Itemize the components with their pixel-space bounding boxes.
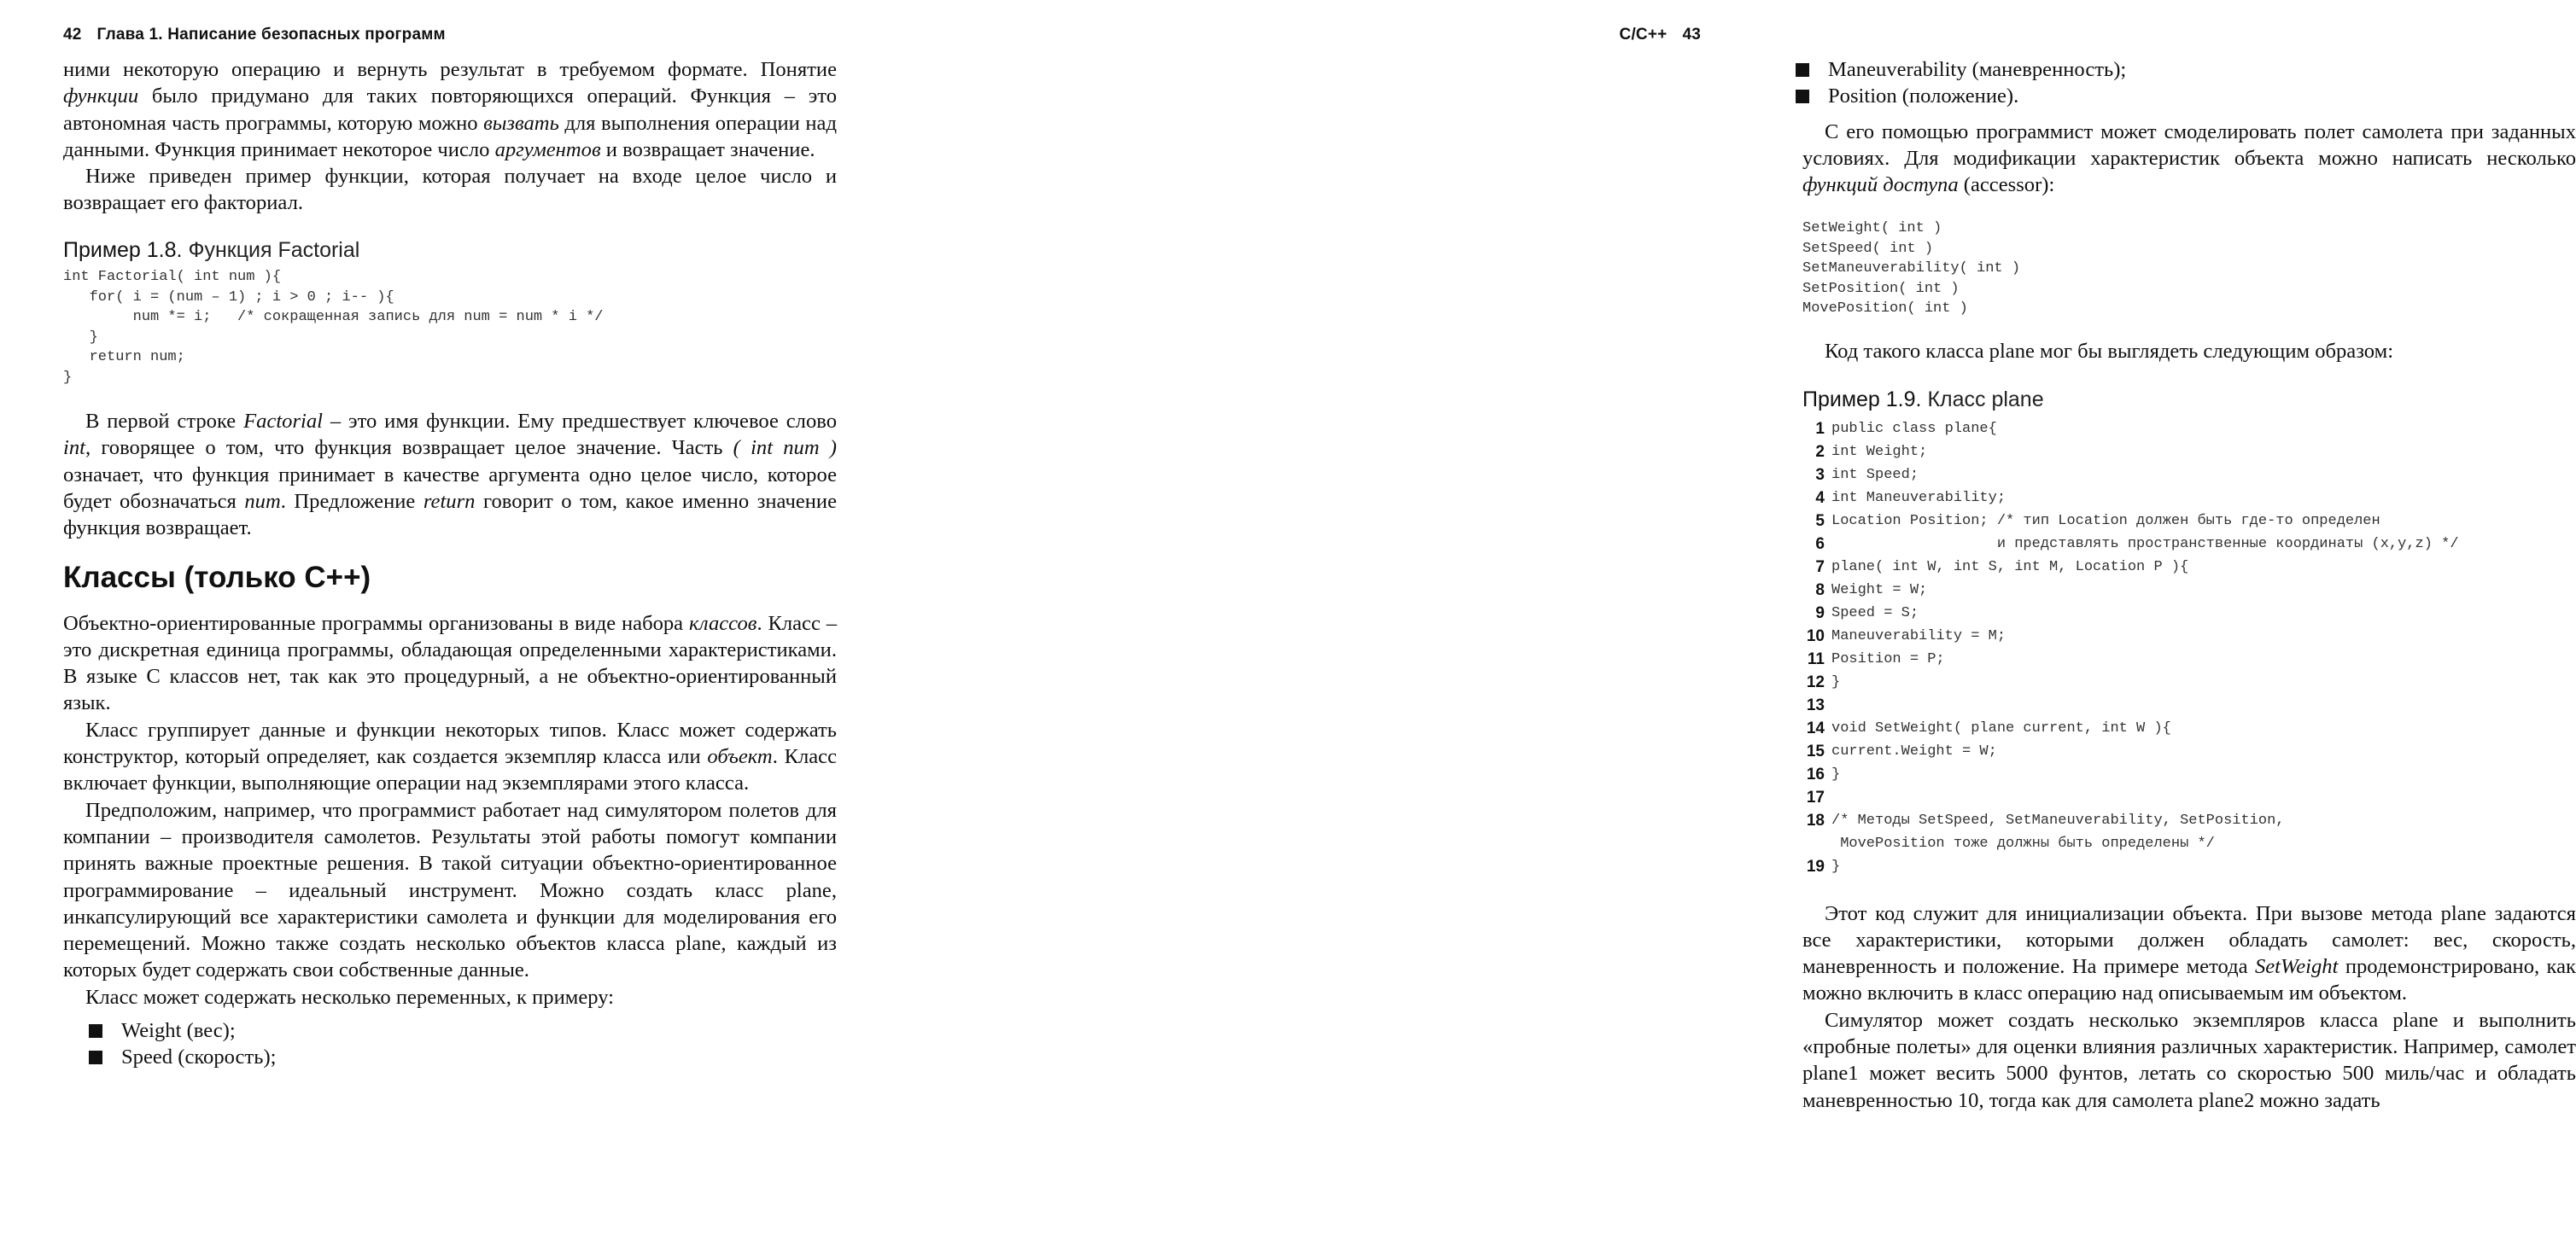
code-text: и представлять пространственные координаты (x,y,z) */: [1831, 535, 2459, 552]
line-number: 7: [1815, 557, 1825, 576]
bullet-text: Position (положение).: [1828, 84, 2019, 108]
italic-term: SetWeight: [2254, 955, 2339, 979]
line-number: 11: [1807, 650, 1825, 668]
square-bullet-icon: [1796, 63, 1809, 77]
square-bullet-icon: [89, 1024, 102, 1038]
code-line: [1792, 671, 2576, 694]
example-1-8-title: Функция Factorial: [188, 237, 360, 262]
text-run: , говорящее о том, что функция возвращает целое значение. Часть: [85, 436, 733, 460]
bullet-item: [1770, 56, 2576, 83]
code-line: [1792, 533, 2576, 556]
line-number: 6: [1815, 534, 1825, 553]
text-run: Этот код служит для инициализации объекта. При вызове метода plane задаются все характеристики, которыми должен обладать самолет: вес, скорость, маневренность и положение. На примере метода: [1802, 901, 2576, 979]
line-number: 13: [1806, 696, 1825, 714]
code-text: MovePosition тоже должны быть определены */: [1831, 835, 2215, 852]
code-line: [1792, 556, 2576, 579]
code-line: [1792, 440, 2576, 463]
code-text: plane( int W, int S, int M, Location P ){: [1831, 558, 2189, 575]
bullet-item: [1770, 83, 2576, 109]
text-run: В первой строке: [85, 410, 244, 434]
code-line: [1792, 417, 2576, 440]
left-running-header: [63, 26, 446, 44]
example-1-8-caption: [63, 237, 837, 264]
line-number: 4: [1815, 488, 1825, 507]
simulator-paragraph: Симулятор может создать несколько экземпляров класса plane и выполнить «пробные полеты» для оценки влияния различных характеристик. Например, самолет plane1 может весить 5000 фунтов, летать со скоростью 500 миль/час и обладать маневренностью 10, тогда как для самолета plane2 можно задать: [1802, 1008, 2576, 1112]
italic-term: функции: [63, 84, 139, 108]
code-text: Maneuverability = M;: [1831, 627, 2006, 644]
line-number: 12: [1806, 673, 1825, 691]
code-text: int Speed;: [1831, 466, 1919, 483]
code-text: /* Методы SetSpeed, SetManeuverability, SetPosition,: [1831, 812, 2285, 829]
code-line: [1792, 579, 2576, 602]
code-text: }: [1831, 673, 1841, 690]
code-line: [1792, 486, 2576, 510]
italic-term: return: [423, 489, 476, 513]
line-number: 18: [1806, 811, 1825, 830]
left-page: [0, 0, 874, 1235]
code-text: [1831, 694, 1840, 717]
right-bullet-list: [1770, 56, 2576, 110]
italic-term: вызвать: [483, 111, 559, 135]
text-run: С его помощью программист может смоделировать полет самолета при заданных условиях. Для модификации характеристик объекта можно написать несколько: [1802, 119, 2576, 170]
code-line: [1792, 510, 2576, 533]
code-text: int Weight;: [1831, 443, 1928, 460]
text-run: означает, что функция принимает в качестве аргумента одно целое число, которое будет обозначаться: [63, 463, 837, 513]
italic-term: функций доступа: [1802, 173, 1959, 197]
line-number: 2: [1815, 442, 1825, 461]
code-text: Weight = W;: [1831, 581, 1928, 598]
code-line: [1792, 763, 2576, 786]
text-run: для выполнения операции над данными. Функция принимает некоторое число: [63, 111, 837, 161]
code-text: }: [1831, 858, 1841, 875]
example-1-9-label: Пример 1.9.: [1802, 387, 1922, 412]
text-run: – это имя функции. Ему предшествует ключевое слово: [323, 410, 837, 434]
code-line: [1792, 463, 2576, 486]
init-explanation-paragraph: [1802, 900, 2576, 1007]
line-number: 1: [1815, 419, 1825, 438]
code-text: Speed = S;: [1831, 604, 1919, 621]
code-line: [1792, 786, 2576, 809]
square-bullet-icon: [1796, 90, 1809, 103]
example-1-8-label: Пример 1.8.: [63, 237, 183, 262]
code-line: [1792, 602, 2576, 625]
code-text: [1831, 786, 1840, 809]
italic-term: int: [63, 436, 85, 460]
italic-term: аргументов: [494, 137, 601, 161]
line-number: 10: [1806, 626, 1825, 645]
line-number: 14: [1806, 719, 1825, 737]
classes-paragraph-3: Предположим, например, что программист работает над симулятором полетов для компании – производителя самолетов. Результаты этой работы помогут компании принять важные проектные решения. В такой ситуации объектно-ориентированное программирование – идеальный инструмент. Можно создать класс plane, инкапсулирующий все характеристики самолета и функции для моделирования его перемещений. Можно также создать несколько объектов класса plane, каждый из которых будет содержать свои собственные данные.: [63, 798, 837, 982]
code-line: [1792, 648, 2576, 671]
section-heading-classes: Классы (только C++): [63, 560, 371, 594]
line-number: [1792, 832, 1831, 855]
classes-paragraph-1: [63, 610, 837, 717]
line-number: 5: [1815, 511, 1825, 530]
chapter-title: Глава 1. Написание безопасных программ: [96, 26, 446, 44]
left-page-number: 42: [63, 26, 82, 44]
line-number: 16: [1806, 765, 1825, 784]
text-run: . Предложение: [280, 489, 423, 513]
classes-paragraph-4: Класс может содержать несколько переменных, к примеру:: [85, 985, 615, 1009]
text-run: Объектно-ориентированные программы организованы в виде набора: [63, 611, 689, 635]
line-number: 17: [1806, 788, 1825, 807]
code-text: public class plane{: [1831, 420, 1997, 437]
right-page: [874, 0, 2576, 1235]
classes-paragraph-2: [63, 717, 837, 797]
bullet-text: Speed (скорость);: [121, 1046, 277, 1069]
line-number: 9: [1815, 603, 1825, 622]
text-run: . Класс включает функции, выполняющие операции над экземплярами этого класса.: [63, 745, 837, 795]
code-text: Location Position; /* тип Location должен быть где-то определен: [1831, 512, 2380, 529]
text-run: . Класс – это дискретная единица программы, обладающая определенными характеристиками. В языке C классов нет, так как это процедурный, а не объектно-ориентированный язык.: [63, 611, 837, 715]
bullet-text: Weight (вес);: [121, 1019, 236, 1043]
text-run: (accessor):: [1958, 173, 2055, 197]
example-1-9-title: Класс plane: [1927, 387, 2044, 412]
code-text: void SetWeight( plane current, int W ){: [1831, 719, 2171, 737]
bullet-text: Maneuverability (маневренность);: [1828, 58, 2127, 81]
plane-intro-paragraph: Код такого класса plane мог бы выглядеть следующим образом:: [1825, 339, 2394, 363]
code-line: [1792, 740, 2576, 763]
left-page-body: [63, 56, 837, 1071]
plane-class-code-block: [1792, 417, 2576, 878]
factorial-explanation: [63, 408, 837, 541]
code-line: [1792, 625, 2576, 648]
italic-term: num: [244, 489, 281, 513]
italic-term: классов: [688, 611, 757, 635]
accessor-paragraph: [1802, 119, 2576, 199]
text-run: продемонстрировано, как можно включить в класс операцию над описываемым им объектом.: [1802, 955, 2576, 1005]
code-line: [1792, 809, 2576, 832]
right-page-body: [1802, 56, 2576, 1114]
right-page-number: 43: [1682, 26, 1701, 44]
code-text: int Maneuverability;: [1831, 489, 2006, 506]
left-bullet-list: [63, 1017, 837, 1071]
intro-paragraph-2: Ниже приведен пример функции, которая получает на входе целое число и возвращает его факториал.: [63, 165, 837, 215]
bullet-item: [63, 1017, 837, 1044]
square-bullet-icon: [89, 1051, 102, 1064]
code-line: [1792, 855, 2576, 878]
code-line: [1792, 694, 2576, 717]
factorial-code-block: int Factorial( int num ){ for( i = (num – 1) ; i > 0 ; i-- ){ num *= i; /* сокращенная запись для num = num * i */ } return num; }: [63, 269, 604, 386]
text-run: говорит о том, какое именно значение функция возвращает.: [63, 489, 837, 540]
code-text: current.Weight = W;: [1831, 743, 1997, 760]
code-line: [1792, 717, 2576, 740]
italic-term: Factorial: [243, 410, 323, 434]
italic-term: объект: [707, 745, 773, 769]
code-line: [1792, 832, 2576, 855]
line-number: 19: [1806, 857, 1825, 876]
code-text: Position = P;: [1831, 650, 1945, 667]
right-running-header: [1620, 26, 1701, 44]
italic-term: ( int num ): [733, 436, 837, 460]
right-header-title: C/C++: [1619, 26, 1668, 44]
text-run: было придумано для таких повторяющихся операций. Функция – это автономная часть программы, которую можно: [63, 84, 837, 135]
text-run: и возвращает значение.: [600, 137, 815, 161]
line-number: 15: [1806, 742, 1825, 760]
bullet-item: [63, 1044, 837, 1070]
code-text: }: [1831, 766, 1841, 783]
accessor-code-block: SetWeight( int ) SetSpeed( int ) SetManeuverability( int ) SetPosition( int ) MovePosition( int ): [1802, 220, 2021, 317]
text-run: Класс группирует данные и функции некоторых типов. Класс может содержать конструктор, который определяет, как создается экземпляр класса или: [63, 718, 837, 769]
line-number: 8: [1815, 580, 1825, 599]
example-1-9-caption: [1802, 387, 2576, 413]
text-run: ними некоторую операцию и вернуть результат в требуемом формате. Понятие: [63, 58, 837, 81]
intro-paragraph-1: [63, 56, 837, 163]
line-number: 3: [1815, 465, 1825, 484]
